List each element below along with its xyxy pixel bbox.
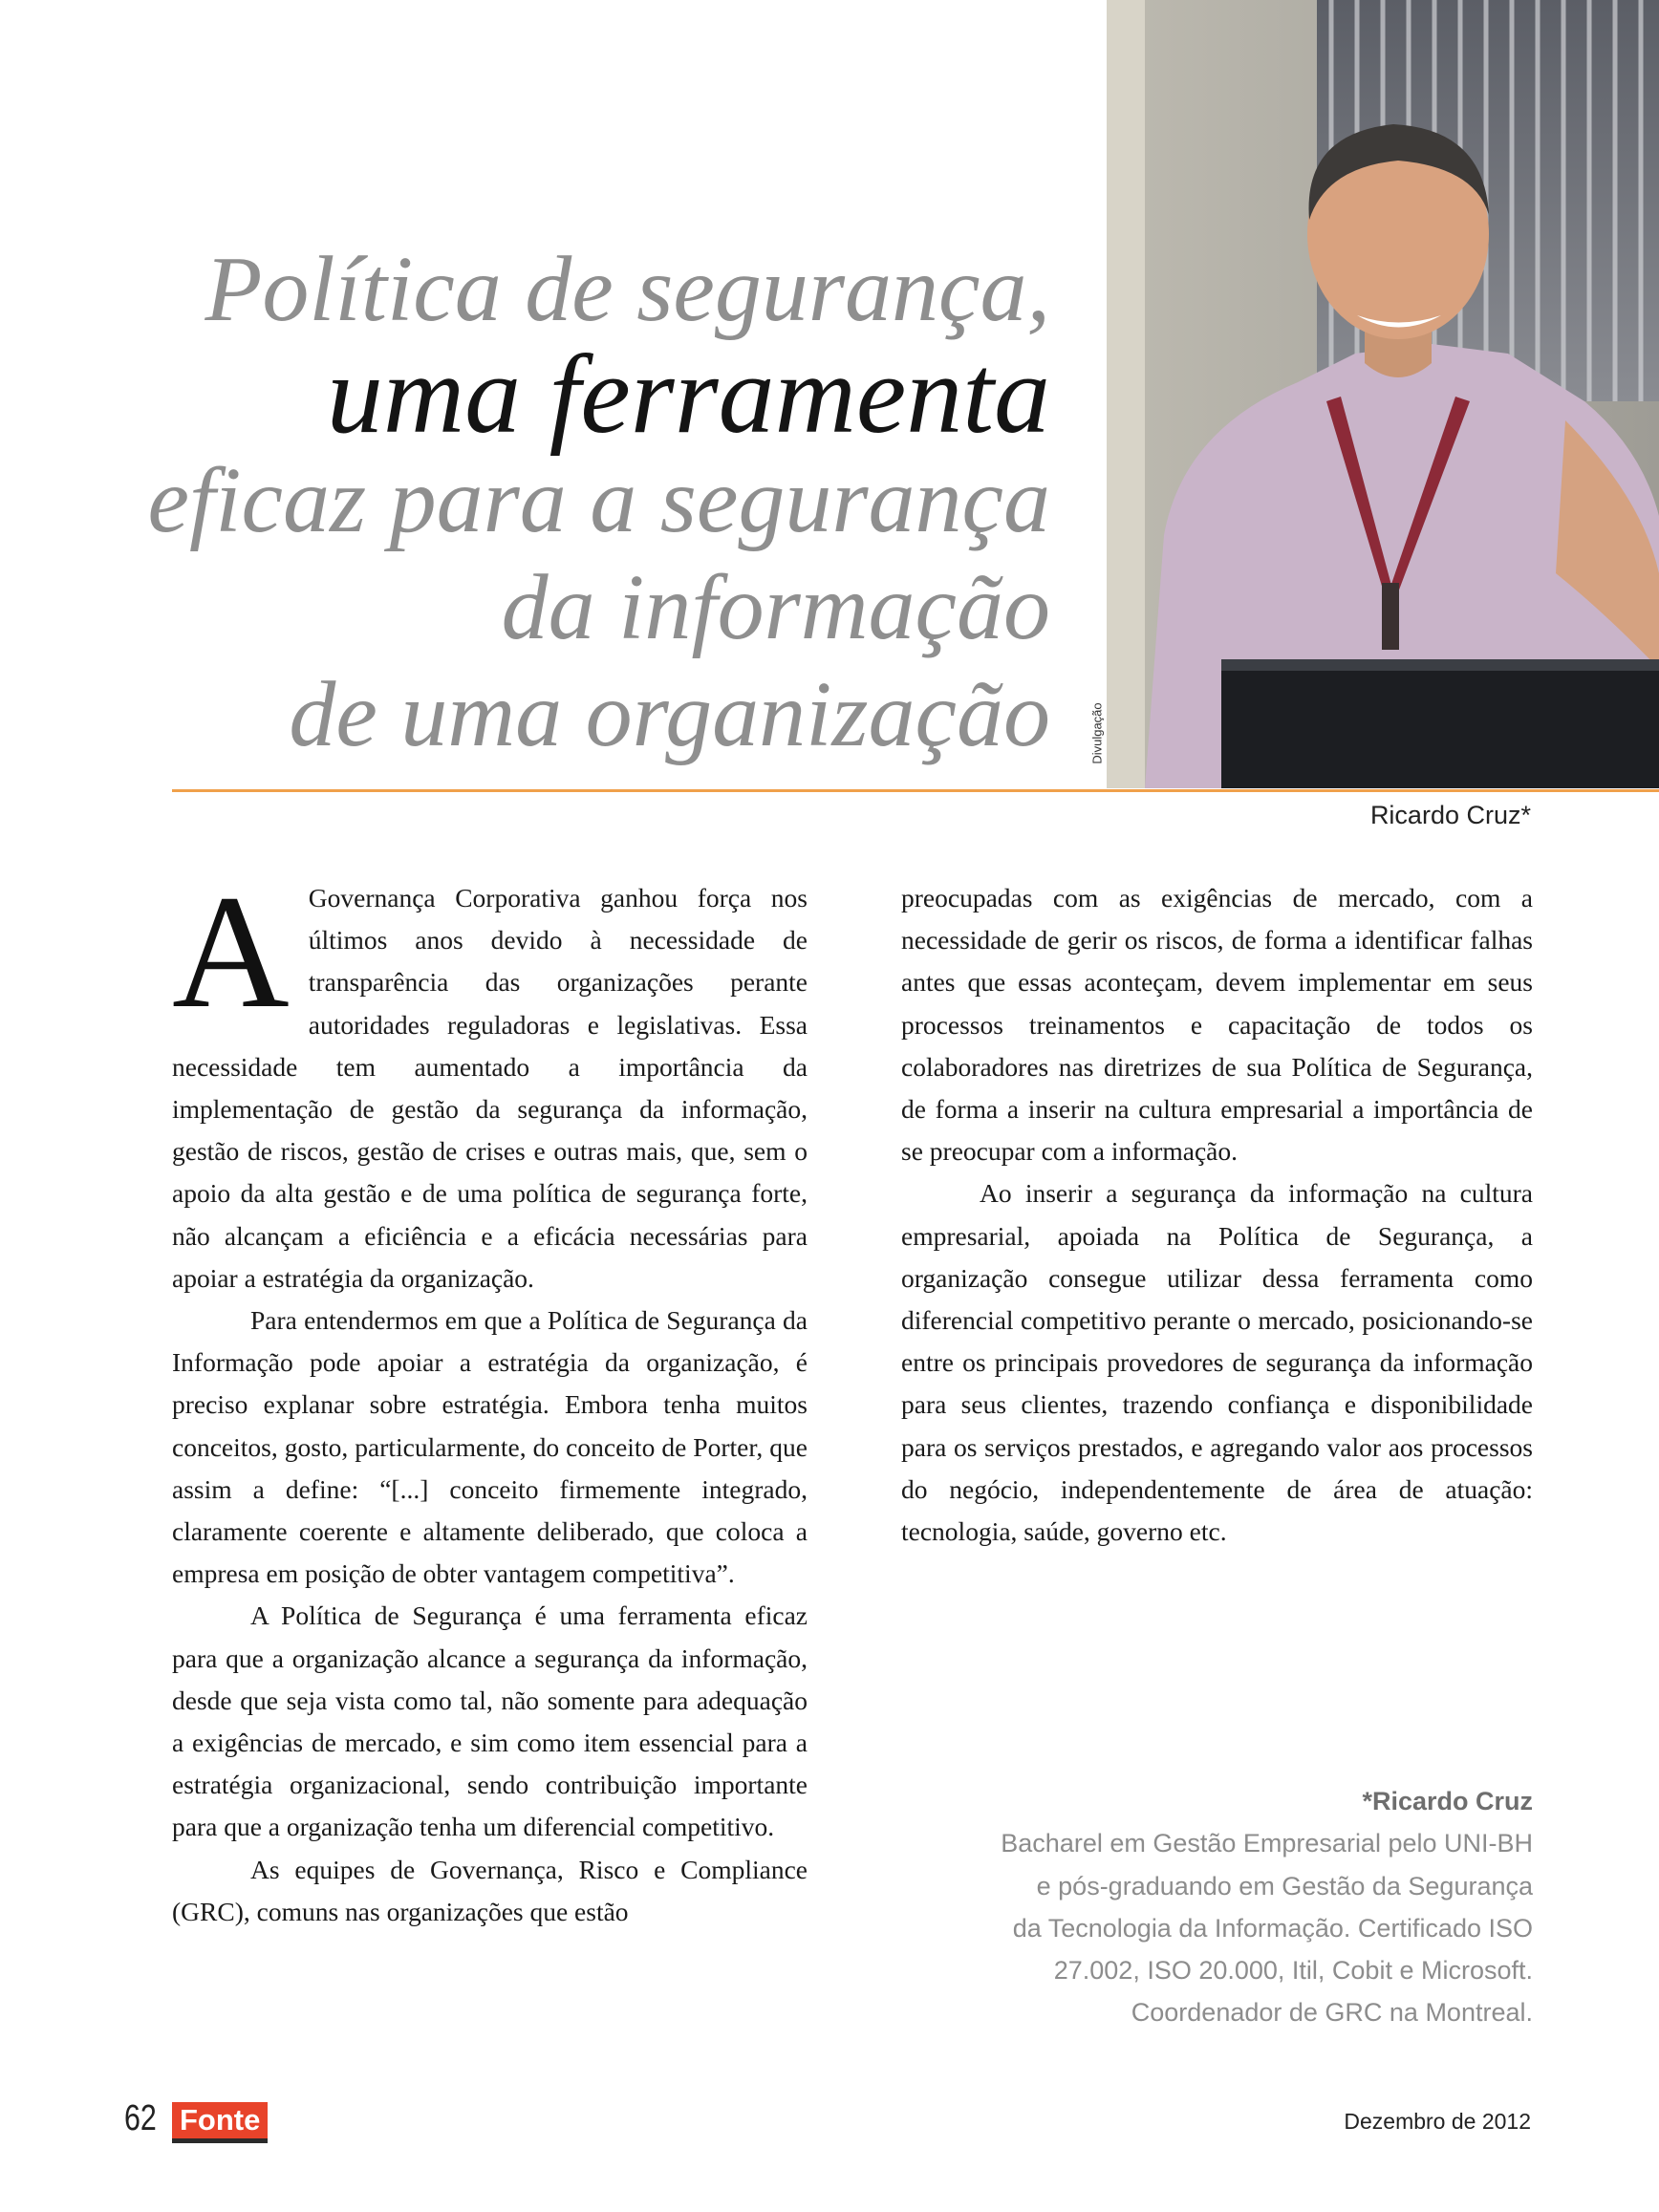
paragraph: Ao inserir a segurança da informação na cultura empresarial, apoiada na Política de Segurança, a organização consegue utilizar dessa ferramenta como diferencial competitivo perante o mercado, posicionando-se entre os principais provedores de segurança da informação para seus clientes, trazendo confiança e disponibilidade para os serviços prestados, e agregando valor aos processos do negócio, independentemente de área de atuação: tecnologia, saúde, governo etc. [901,1178,1533,1547]
title-line-4: da informação [501,556,1050,659]
title-line-5: de uma organização [289,663,1050,766]
bio-line: 27.002, ISO 20.000, Itil, Cobit e Microsoft. [1053,1956,1533,1986]
paragraph: A Política de Segurança é uma ferramenta eficaz para que a organização alcance a segurança da informação, desde que seja vista como tal, não somente para adequação a exigências de mercado, e sim como item essencial para a estratégia organizacional, sendo contribuição importante para que a organização tenha um diferencial competitivo. [172,1600,808,1842]
page-number: 62 [124,2098,157,2138]
title-line-1: Política de segurança, [205,238,1050,341]
bio-name: *Ricardo Cruz [1362,1787,1533,1815]
bio-line: e pós-graduando em Gestão da Segurança [1036,1871,1533,1901]
author-bio [1001,1780,1533,2034]
bio-line: Bacharel em Gestão Empresarial pelo UNI-BH [1001,1829,1533,1858]
issue-date: Dezembro de 2012 [1344,2109,1531,2134]
paragraph: Para entendermos em que a Política de Segurança da Informação pode apoiar a estratégia da organização, é preciso explanar sobre estratégia. Embora tenha muitos conceitos, gosto, particularmente, do conceito de Porter, que assim a define: “[...] conceito firmemente integrado, claramente coerente e altamente deliberado, que coloca a empresa em posição de obter vantagem competitiva”. [172,1305,808,1589]
article-column-right [901,877,1533,1553]
title-line-3: eficaz para a segurança [147,449,1050,552]
byline: Ricardo Cruz* [1369,801,1531,829]
paragraph: preocupadas com as exigências de mercado, com a necessidade de gerir os riscos, de forma a identificar falhas antes que essas aconteçam, devem implementar em seus processos treinamentos e capacitação de todos os colaboradores nas diretrizes de sua Política de Segurança, de forma a inserir na cultura empresarial a importância de se preocupar com a informação. [901,883,1533,1167]
paragraph: As equipes de Governança, Risco e Compliance (GRC), comuns nas organizações que estão [172,1854,808,1926]
article-column-left [172,862,808,1933]
article-title [148,237,1051,768]
paragraph: A Governança Corporativa ganhou força nos últimos anos devido à necessidade de transparência das organizações perante autoridades reguladoras e legislativas. Essa necessidade tem aumentado a importância da implementação de gestão da segurança da informação, gestão de riscos, gestão de crises e outras mais, que, sem o apoio da alta gestão e de uma política de segurança forte, não alcançam a eficiência e a eficácia necessárias para apoiar a estratégia da organização. [172,862,808,1293]
bio-line: da Tecnologia da Informação. Certificado ISO [1012,1913,1533,1943]
magazine-logo: Fonte [172,2102,268,2143]
author-photo [1107,0,1659,788]
bio-line: Coordenador de GRC na Montreal. [1131,1998,1533,2028]
drop-cap: A [172,862,290,1042]
photo-credit: Divulgação [1089,702,1105,764]
accent-rule [172,789,1659,792]
title-line-2: uma ferramenta [326,332,1050,457]
